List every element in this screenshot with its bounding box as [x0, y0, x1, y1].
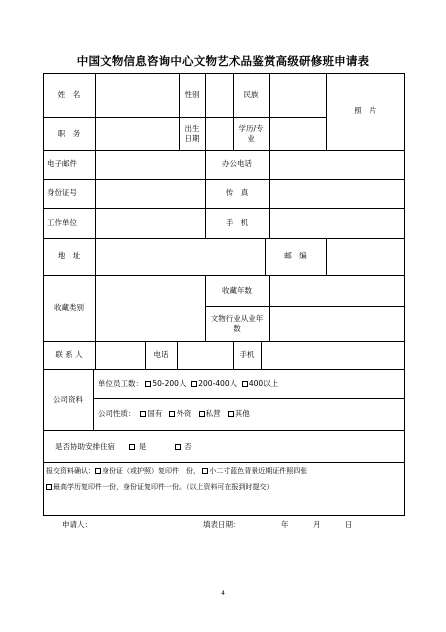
- postcode-label: 邮 编: [284, 251, 307, 260]
- degree-copy-checkbox[interactable]: [46, 484, 52, 490]
- nature-opt4-label: 其他: [234, 409, 250, 418]
- employee-count-row: [98, 379, 278, 389]
- nature-opt3-checkbox[interactable]: [199, 411, 205, 417]
- company-info-label: 公司资料: [53, 395, 83, 404]
- materials-line-2: [46, 482, 274, 492]
- employee-count-label: 单位员工数：: [98, 379, 143, 388]
- accommodation-row: [55, 442, 192, 452]
- accommodation-yes-checkbox[interactable]: [129, 444, 135, 450]
- company-nature-label: 公司性质：: [98, 409, 136, 418]
- emp-opt1-checkbox[interactable]: [145, 381, 151, 387]
- emp-opt1-label: 50-200人: [152, 379, 187, 388]
- emp-opt2-label: 200-400人: [198, 379, 238, 388]
- id-number-label: 身份证号: [47, 188, 77, 197]
- emp-opt2-checkbox[interactable]: [191, 381, 197, 387]
- birth-date-label: 出生日期: [184, 124, 200, 143]
- company-nature-row: [98, 409, 250, 419]
- photo-requirement-label: 小二寸蓝色背景近期证件照四张: [209, 467, 308, 475]
- email-label: 电子邮件: [47, 159, 77, 168]
- ethnicity-label: 民族: [243, 90, 259, 99]
- id-copy-checkbox[interactable]: [95, 468, 101, 474]
- collection-years-label: 收藏年数: [222, 286, 252, 295]
- mobile-label: 手 机: [225, 218, 249, 227]
- work-unit-label: 工作单位: [47, 218, 77, 227]
- name-label: 姓 名: [57, 90, 81, 99]
- page-number: 4: [221, 590, 225, 597]
- emp-opt3-checkbox[interactable]: [242, 381, 248, 387]
- nature-opt1-checkbox[interactable]: [140, 411, 146, 417]
- day-label: 日: [345, 520, 353, 529]
- address-label: 地 址: [57, 251, 81, 260]
- collection-category-label: 收藏类别: [54, 303, 84, 312]
- photo-label-text: 照 片: [354, 106, 377, 115]
- phone-label: 电话: [153, 350, 169, 359]
- contact-person-label: 联 系 人: [55, 350, 83, 359]
- id-copy-label: 身份证（或护照）复印件 份，: [102, 467, 200, 475]
- accommodation-no-label: 否: [184, 442, 192, 451]
- accommodation-label: 是否协助安排住宿: [55, 442, 115, 451]
- office-phone-label: 办公电话: [222, 159, 252, 168]
- degree-copy-label: 最高学历复印件一份，身份证复印件一份。（以上资料可在报到时提交）: [53, 483, 274, 491]
- form-title: 中国文物信息咨询中心文物艺术品鉴赏高级研修班申请表: [76, 54, 370, 68]
- month-label: 月: [313, 520, 321, 529]
- nature-opt4-checkbox[interactable]: [228, 411, 234, 417]
- photo-checkbox[interactable]: [202, 468, 208, 474]
- occupation-label: 职 务: [57, 129, 81, 138]
- fill-date-label: 填表日期：: [203, 520, 241, 529]
- nature-opt3-label: 私营: [205, 409, 221, 418]
- education-label: 学历/专业: [238, 124, 264, 143]
- materials-line-1: [46, 466, 307, 476]
- year-label: 年: [281, 520, 289, 529]
- accommodation-no-checkbox[interactable]: [175, 444, 181, 450]
- materials-confirm-label: 报交资料确认：: [46, 467, 95, 475]
- nature-opt2-label: 外资: [176, 409, 192, 418]
- emp-opt3-label: 400以上: [248, 379, 279, 388]
- gender-label: 性别: [184, 90, 200, 99]
- mobile2-label: 手机: [239, 350, 255, 359]
- nature-opt2-checkbox[interactable]: [169, 411, 175, 417]
- industry-years-label: 文物行业从业年数: [210, 314, 264, 333]
- applicant-label: 申请人：: [62, 520, 92, 529]
- accommodation-yes-label: 是: [138, 442, 147, 451]
- photo-label: [326, 100, 405, 122]
- fax-label: 传 真: [225, 188, 249, 197]
- nature-opt1-label: 国有: [147, 409, 163, 418]
